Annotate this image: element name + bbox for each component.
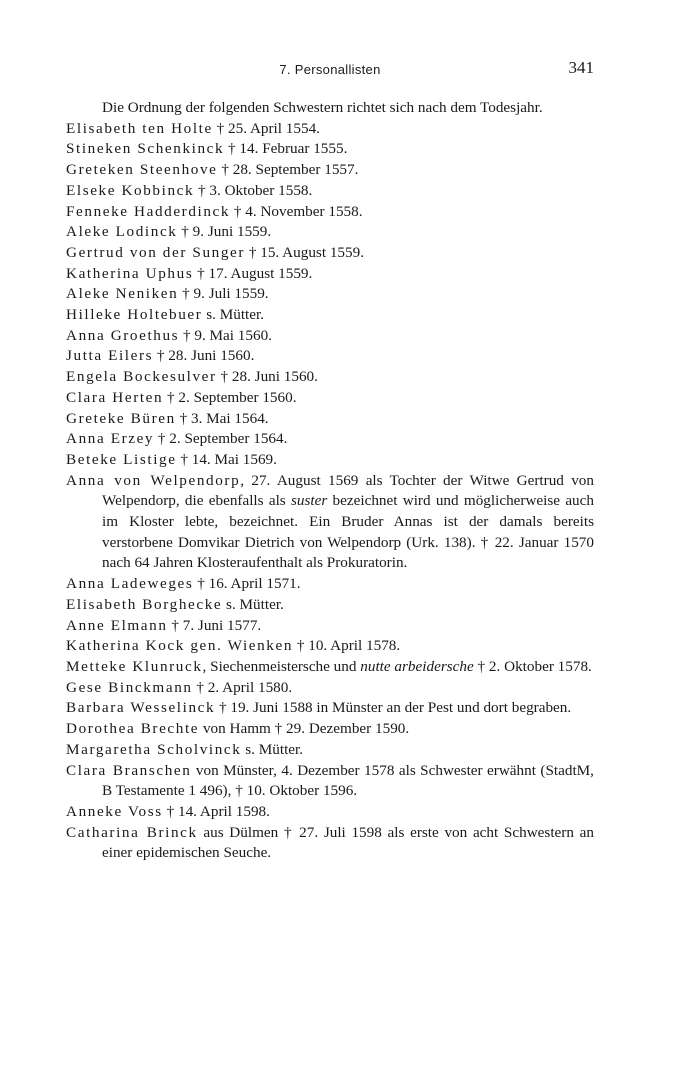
sister-name: Aleke Lodinck	[66, 223, 178, 241]
latin-term: suster	[290, 492, 328, 510]
list-entry	[66, 823, 594, 864]
list-entry	[66, 119, 594, 140]
entry-text: , Siechenmeistersche und	[202, 657, 361, 675]
page-body	[66, 98, 594, 864]
intro-paragraph: Die Ordnung der folgenden Schwestern richtet sich nach dem Todesjahr.	[102, 99, 543, 116]
list-entry	[66, 305, 594, 326]
list-entry	[66, 471, 594, 575]
entry-text: † 14. Mai 1569.	[176, 450, 277, 468]
sister-name: Gertrud von der Sunger	[66, 243, 246, 261]
list-entry	[66, 761, 594, 802]
entry-text: † 28. September 1557.	[217, 161, 359, 179]
list-entry	[66, 678, 594, 699]
entry-text: s. Mütter.	[241, 740, 304, 758]
list-entry	[66, 429, 594, 450]
entry-text: s. Mütter.	[222, 595, 284, 613]
sister-name: Margaretha Scholvinck	[66, 740, 242, 758]
list-entry	[66, 450, 594, 471]
sister-name: Anna von Welpendorp	[66, 471, 241, 489]
entry-text: † 25. April 1554.	[212, 119, 320, 137]
entry-text: s. Mütter.	[202, 306, 265, 324]
sister-name: Elseke Kobbinck	[66, 181, 195, 199]
entry-text: † 2. April 1580.	[192, 678, 293, 696]
list-entry	[66, 802, 594, 823]
list-entry	[66, 326, 594, 347]
list-entry	[66, 346, 594, 367]
entry-text: † 9. Mai 1560.	[179, 326, 272, 344]
list-entry	[66, 595, 594, 616]
list-entry	[66, 657, 594, 678]
sister-name: Anna Groethus	[66, 326, 180, 344]
sister-name: Elisabeth Borghecke	[66, 595, 223, 613]
list-entry	[66, 740, 594, 761]
entry-text: † 7. Juni 1577.	[167, 616, 262, 634]
entry-text: † 2. September 1560.	[163, 388, 297, 406]
entry-text: † 3. Mai 1564.	[175, 409, 269, 427]
entry-text: † 9. Juni 1559.	[177, 223, 272, 241]
sister-name: Barbara Wesselinck	[66, 699, 216, 717]
list-entry	[66, 202, 594, 223]
list-entry	[66, 698, 594, 719]
list-entry	[66, 243, 594, 264]
list-entry	[66, 409, 594, 430]
sister-name: Anna Ladeweges	[66, 575, 194, 593]
entry-text: † 17. August 1559.	[193, 264, 313, 282]
list-entry	[66, 719, 594, 740]
entry-text-continued: bezeichnet wird und möglicherweise auch im Kloster lebte, bezeichnet. Ein Bruder Annas ist der damals bereits verstorbene Domvikar Dietrich von Welpendorp (Urk. 138). † 22. Januar 1570 nach 64 Jahren Klosteraufenthalt als Prokuratorin.	[102, 492, 594, 572]
entry-text: † 14. April 1598.	[162, 802, 270, 820]
entry-text: † 10. April 1578.	[293, 637, 401, 655]
sister-name: Dorothea Brechte	[66, 720, 200, 738]
list-entry	[66, 160, 594, 181]
entry-text: † 15. August 1559.	[245, 243, 365, 261]
sister-list	[66, 119, 594, 864]
sister-name: Anneke Voss	[66, 802, 163, 820]
sister-name: Elisabeth ten Holte	[66, 119, 213, 137]
entry-text: † 19. Juni 1588 in Münster an der Pest und dort begraben.	[215, 699, 572, 717]
list-entry	[66, 616, 594, 637]
list-entry	[66, 264, 594, 285]
sister-name: Beteke Listige	[66, 450, 177, 468]
sister-name: Catharina Brinck	[66, 823, 198, 841]
list-entry	[66, 574, 594, 595]
entry-text: † 14. Februar 1555.	[224, 140, 348, 158]
entry-text: , 27. August 1569 als Tochter der Witwe Gertrud von Welpendorp, die ebenfalls als	[102, 471, 594, 510]
entry-text: von Münster, 4. Dezember 1578 als Schwester erwähnt (StadtM, B Testamente 1 496), † 10. Oktober 1596.	[102, 761, 594, 800]
list-entry	[66, 388, 594, 409]
list-entry	[66, 284, 594, 305]
sister-name: Engela Bockesulver	[66, 368, 217, 386]
entry-text: † 28. Juni 1560.	[153, 347, 255, 365]
entry-text: † 28. Juni 1560.	[216, 368, 318, 386]
page-header	[66, 58, 594, 82]
entry-text: † 9. Juli 1559.	[178, 285, 269, 303]
entry-text: † 16. April 1571.	[193, 575, 301, 593]
sister-name: Stineken Schenkinck	[66, 140, 225, 158]
list-entry	[66, 367, 594, 388]
entry-text: von Hamm † 29. Dezember 1590.	[199, 720, 410, 738]
entry-text: aus Dülmen † 27. Juli 1598 als erste von acht Schwestern an einer epidemischen Seuche.	[102, 823, 594, 862]
list-entry	[66, 636, 594, 657]
latin-term: nutte arbeidersche	[360, 657, 474, 675]
entry-text-continued: † 2. Oktober 1578.	[473, 657, 592, 675]
sister-name: Gese Binckmann	[66, 678, 193, 696]
sister-name: Greteke Büren	[66, 409, 176, 427]
sister-name: Fenneke Hadderdinck	[66, 202, 231, 220]
entry-text: † 3. Oktober 1558.	[194, 181, 313, 199]
sister-name: Clara Branschen	[66, 761, 192, 779]
sister-name: Metteke Klunruck	[66, 657, 203, 675]
sister-name: Anne Elmann	[66, 616, 168, 634]
sister-name: Hilleke Holtebuer	[66, 306, 203, 324]
page-number: 341	[568, 58, 594, 77]
list-entry	[66, 222, 594, 243]
sister-name: Jutta Eilers	[66, 347, 154, 365]
sister-name: Katherina Uphus	[66, 264, 194, 282]
list-entry	[66, 139, 594, 160]
sister-name: Clara Herten	[66, 388, 164, 406]
entry-text: † 2. September 1564.	[154, 430, 288, 448]
sister-name: Greteken Steenhove	[66, 161, 218, 179]
sister-name: Anna Erzey	[66, 430, 155, 448]
list-entry	[66, 181, 594, 202]
entry-text: † 4. November 1558.	[230, 202, 363, 220]
sister-name: Aleke Neniken	[66, 285, 179, 303]
sister-name: Katherina Kock gen. Wienken	[66, 637, 294, 655]
running-head: 7. Personallisten	[279, 62, 381, 77]
